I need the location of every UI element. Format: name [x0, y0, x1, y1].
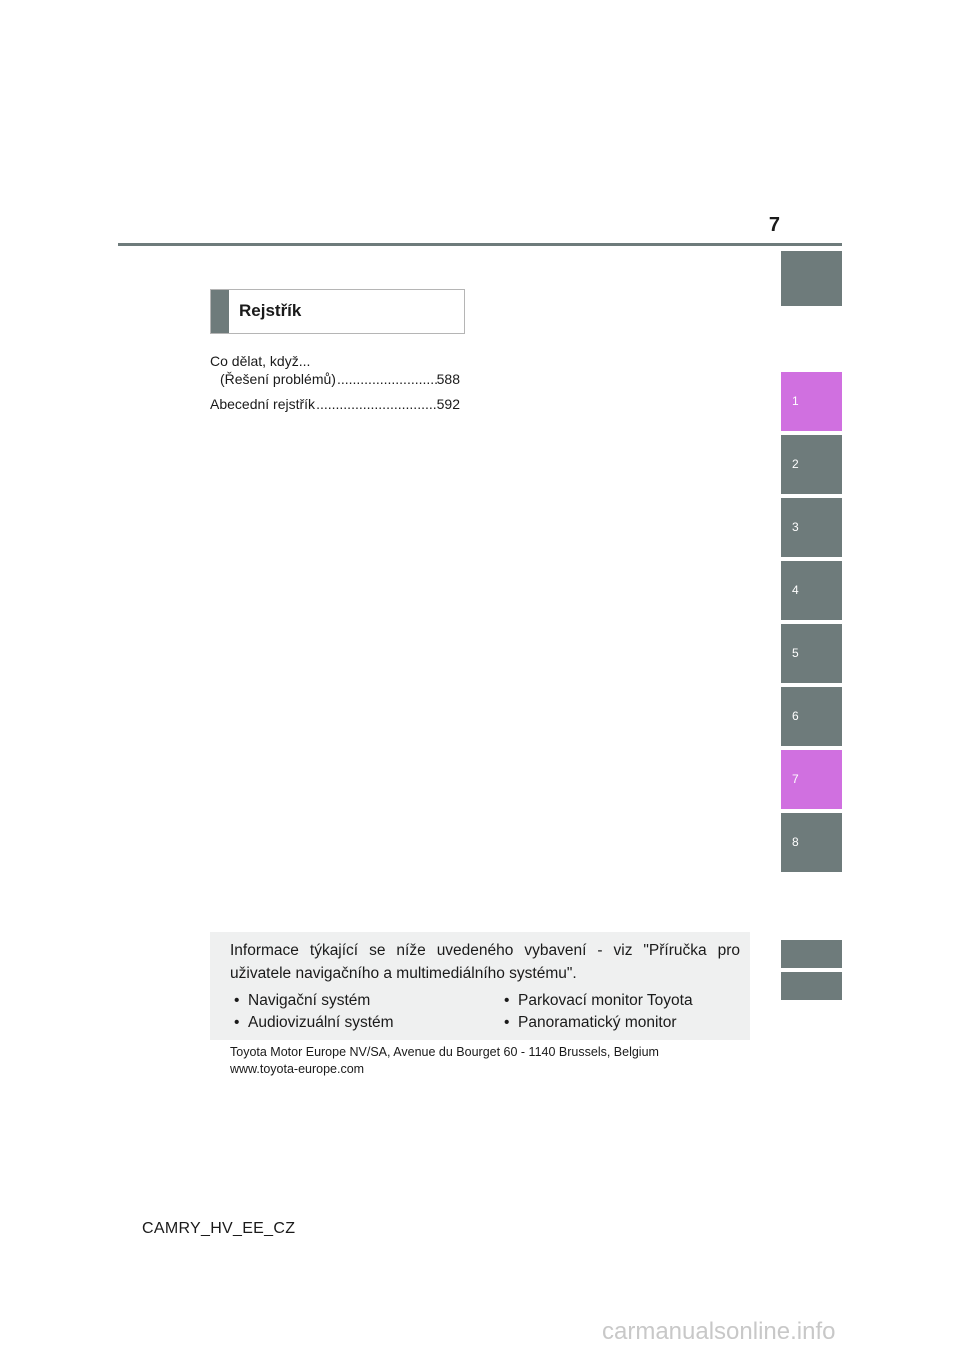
- chapter-tab-label: 5: [792, 646, 799, 660]
- header-rule: [118, 243, 842, 246]
- chapter-tab-label: 4: [792, 583, 799, 597]
- chapter-tab-blank-b[interactable]: [781, 972, 842, 1000]
- toc-entry-label: (Řešení problémů): [220, 371, 336, 387]
- info-box-item: • Panoramatický monitor: [504, 1014, 677, 1031]
- toc-entry[interactable]: [210, 352, 460, 370]
- footer-code: CAMRY_HV_EE_CZ: [142, 1220, 296, 1237]
- toc-entry-label: Abecední rejstřík: [210, 396, 316, 412]
- section-header-bar: [211, 290, 229, 333]
- watermark: carmanualsonline.info: [602, 1318, 836, 1345]
- table-of-contents: [210, 352, 460, 413]
- section-header: [210, 289, 465, 334]
- toc-entry[interactable]: [210, 395, 460, 413]
- info-box-item: • Parkovací monitor Toyota: [504, 992, 693, 1009]
- info-box-item: • Audiovizuální systém: [234, 1014, 394, 1031]
- toc-entry-page: 588: [436, 371, 460, 387]
- chapter-tab-6[interactable]: [781, 687, 842, 746]
- chapter-tab-label: 1: [792, 394, 799, 408]
- chapter-tab-7[interactable]: [781, 750, 842, 809]
- chapter-tab-8[interactable]: [781, 813, 842, 872]
- info-box-item: • Navigační systém: [234, 992, 371, 1009]
- chapter-tab-1[interactable]: [781, 372, 842, 431]
- chapter-tab-label: 7: [792, 772, 799, 786]
- toc-entry-page: 592: [436, 396, 460, 412]
- chapter-tab-3[interactable]: [781, 498, 842, 557]
- chapter-tab-label: 3: [792, 520, 799, 534]
- page-number: 7: [768, 214, 780, 236]
- address-line: Toyota Motor Europe NV/SA, Avenue du Bourget 60 - 1140 Brussels, Belgium: [230, 1045, 659, 1059]
- toc-leader-dots: [315, 395, 437, 413]
- chapter-tab-label: 6: [792, 709, 799, 723]
- info-box-intro: Informace týkající se níže uvedeného vybavení - viz "Příručka pro uživatele navigačního a multimediálního systému".: [230, 942, 740, 982]
- toc-entry[interactable]: [210, 370, 460, 388]
- chapter-tab-4[interactable]: [781, 561, 842, 620]
- website-link[interactable]: www.toyota-europe.com: [230, 1062, 365, 1076]
- chapter-tab-label: 2: [792, 457, 799, 471]
- toc-leader-dots: [336, 370, 437, 388]
- chapter-tab-blank-top[interactable]: [781, 251, 842, 306]
- info-box: [210, 932, 750, 1040]
- section-title: Rejstřík: [239, 301, 302, 320]
- toc-entry-label: Co dělat, když...: [210, 353, 311, 369]
- chapter-tab-label: 8: [792, 835, 799, 849]
- chapter-tab-blank-a[interactable]: [781, 940, 842, 968]
- chapter-tab-2[interactable]: [781, 435, 842, 494]
- chapter-tab-5[interactable]: [781, 624, 842, 683]
- publisher-address: [230, 1044, 659, 1078]
